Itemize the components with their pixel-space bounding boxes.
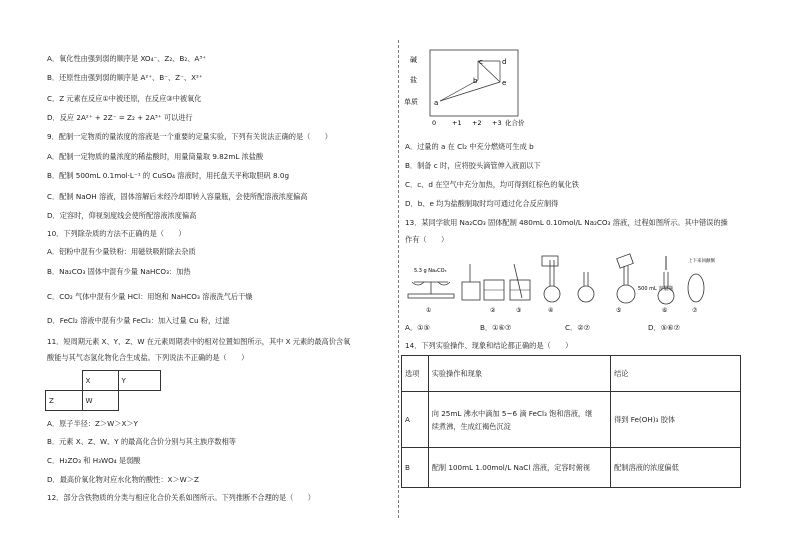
question-13-line2: 作有（ ） bbox=[405, 235, 449, 244]
column-divider bbox=[398, 40, 399, 518]
q11-option-c: C．H₂ZO₃ 和 H₃WO₄ 是弱酸 bbox=[47, 456, 141, 465]
q13-option-c: C．②⑦ bbox=[565, 323, 591, 332]
experiment-table bbox=[401, 355, 741, 488]
y-label-element: 单质 bbox=[404, 98, 418, 106]
option-a: A．氧化性由强到弱的顺序是 XO₄⁻、Z₂、B₂、A³⁺ bbox=[47, 54, 207, 63]
q11-option-b: B．元素 X、Z、W、Y 的最高化合价分别与其主族序数相等 bbox=[47, 437, 236, 446]
point-a: a bbox=[434, 99, 439, 107]
point-d: d bbox=[502, 58, 507, 66]
question-11-line2: 酸能与其气态氢化物化合生成盐。下列说法不正确的是（ ） bbox=[47, 353, 249, 362]
q13-option-d: D．⑤⑥⑦ bbox=[648, 323, 681, 332]
point-c: c bbox=[479, 58, 483, 66]
y-label-salt: 盐 bbox=[410, 76, 417, 84]
q11-option-d: D．最高价氧化物对应水化物的酸性：X＞W＞Z bbox=[47, 475, 199, 484]
q9-option-c: C．配制 NaOH 溶液，固体溶解后未经冷却即转入容量瓶，会使所配溶液浓度偏高 bbox=[47, 192, 308, 201]
row-a-operation-line2: 续煮沸，生成红褐色沉淀 bbox=[431, 421, 511, 431]
cell-w: W bbox=[82, 391, 118, 411]
row-b-operation: 配制 100mL 1.00mol/L NaCl 溶液，定容时俯视 bbox=[428, 448, 610, 488]
question-10: 10．下列除杂质的方法不正确的是（ ） bbox=[47, 229, 186, 238]
q10-option-c: C．CO₂ 气体中混有少量 HCl：用饱和 NaHCO₃ 溶液洗气后干燥 bbox=[47, 292, 253, 301]
q12-option-b: B．制备 c 时，应将胶头滴管伸入液面以下 bbox=[405, 161, 541, 170]
option-d: D．反应 2A²⁺ + 2Z⁻ = Z₂ + 2A³⁺ 可以进行 bbox=[47, 113, 193, 122]
periodic-grid bbox=[45, 370, 161, 411]
question-9: 9．配制一定物质的量浓度的溶液是一个重要的定量实验，下列有关说法正确的是（ ） bbox=[47, 132, 332, 141]
step-2: ② bbox=[490, 307, 496, 314]
flask-label: 500 mL 容量瓶 bbox=[638, 286, 674, 292]
option-b: B．还原性由强到弱的顺序是 A²⁺、B⁻、Z⁻、X²⁺ bbox=[47, 73, 203, 82]
row-b-conclusion: 配制溶液的浓度偏低 bbox=[611, 448, 741, 488]
step-7: ⑦ bbox=[692, 307, 698, 314]
question-11-line1: 11．短周期元素 X、Y、Z、W 在元素周期表中的相对位置如图所示，其中 X 元素的最高价含氧 bbox=[47, 337, 351, 346]
q13-option-b: B．①⑥⑦ bbox=[480, 323, 512, 332]
row-a-operation-line1: 向 25mL 沸水中滴加 5~6 滴 FeCl₃ 饱和溶液，继 bbox=[431, 408, 593, 418]
step-4: ④ bbox=[548, 307, 554, 314]
x-axis-title: 化合价 bbox=[505, 119, 525, 127]
q13-option-a: A．①⑤ bbox=[405, 323, 430, 332]
header-conclusion: 结论 bbox=[611, 356, 741, 392]
step-5: ⑤ bbox=[616, 307, 622, 314]
q9-option-b: B．配制 500mL 0.1mol·L⁻¹ 的 CuSO₄ 溶液时，用托盘天平称取胆矾 8.0g bbox=[47, 171, 290, 180]
q12-option-a: A．过量的 a 在 Cl₂ 中充分燃烧可生成 b bbox=[405, 142, 534, 151]
x-tick-2: +2 bbox=[472, 119, 482, 127]
step-6: ⑥ bbox=[662, 307, 668, 314]
x-tick-1: +1 bbox=[452, 119, 462, 127]
header-option: 选项 bbox=[402, 356, 429, 392]
row-a-option: A bbox=[402, 392, 429, 448]
q9-option-d: D．定容时，仰视刻度线会使所配溶液浓度偏高 bbox=[47, 211, 197, 220]
option-c: C．Z 元素在反应①中被还原，在反应③中被氧化 bbox=[47, 94, 202, 103]
step-1: ① bbox=[426, 307, 432, 314]
q10-option-a: A．铝粉中混有少量铁粉：用磁铁吸附除去杂质 bbox=[47, 247, 196, 256]
x-tick-3: +3 bbox=[492, 119, 502, 127]
cell-z: Z bbox=[46, 391, 83, 411]
q10-option-d: D．FeCl₂ 溶液中混有少量 FeCl₃：加入过量 Cu 粉，过滤 bbox=[47, 316, 230, 325]
mass-label: 5.3 g Na₂CO₃ bbox=[414, 268, 447, 274]
q12-option-d: D．b、e 均为盐酸制取时均可通过化合反应制得 bbox=[405, 199, 559, 208]
cell-x: X bbox=[82, 371, 118, 391]
row-b-option: B bbox=[402, 448, 429, 488]
question-12: 12．部分含铁物质的分类与相应化合价关系如图所示。下列推断不合理的是（ ） bbox=[47, 493, 315, 502]
q11-option-a: A．原子半径：Z＞W＞X＞Y bbox=[47, 419, 138, 428]
q9-option-a: A．配制一定物质的量浓度的稀盐酸时，用量筒量取 9.82mL 浓盐酸 bbox=[47, 152, 264, 161]
step-3: ③ bbox=[516, 307, 522, 314]
apparatus-illustration bbox=[404, 252, 716, 318]
row-a-conclusion: 得到 Fe(OH)₃ 胶体 bbox=[611, 392, 741, 448]
y-label-base: 碱 bbox=[410, 56, 417, 64]
question-13-line1: 13．某同学欲用 Na₂CO₃ 固体配制 480mL 0.10mol/L Na₂CO₃ 溶液，过程如图所示。其中错误的操 bbox=[405, 218, 728, 227]
x-tick-0: 0 bbox=[432, 119, 437, 127]
header-operation: 实验操作和现象 bbox=[428, 356, 610, 392]
question-14: 14．下列实验操作、现象和结论都正确的是（ ） bbox=[405, 341, 573, 350]
point-b: b bbox=[473, 77, 478, 85]
iron-valence-chart bbox=[402, 48, 532, 132]
shake-label: 上下来回颠倒 bbox=[688, 259, 715, 264]
cell-y: Y bbox=[118, 371, 160, 391]
row-a-operation bbox=[428, 392, 610, 448]
point-e: e bbox=[502, 79, 507, 87]
q12-option-c: C．c、d 在空气中充分加热，均可得到红棕色的氧化铁 bbox=[405, 180, 579, 189]
q10-option-b: B．Na₂CO₃ 固体中混有少量 NaHCO₃：加热 bbox=[47, 267, 191, 276]
